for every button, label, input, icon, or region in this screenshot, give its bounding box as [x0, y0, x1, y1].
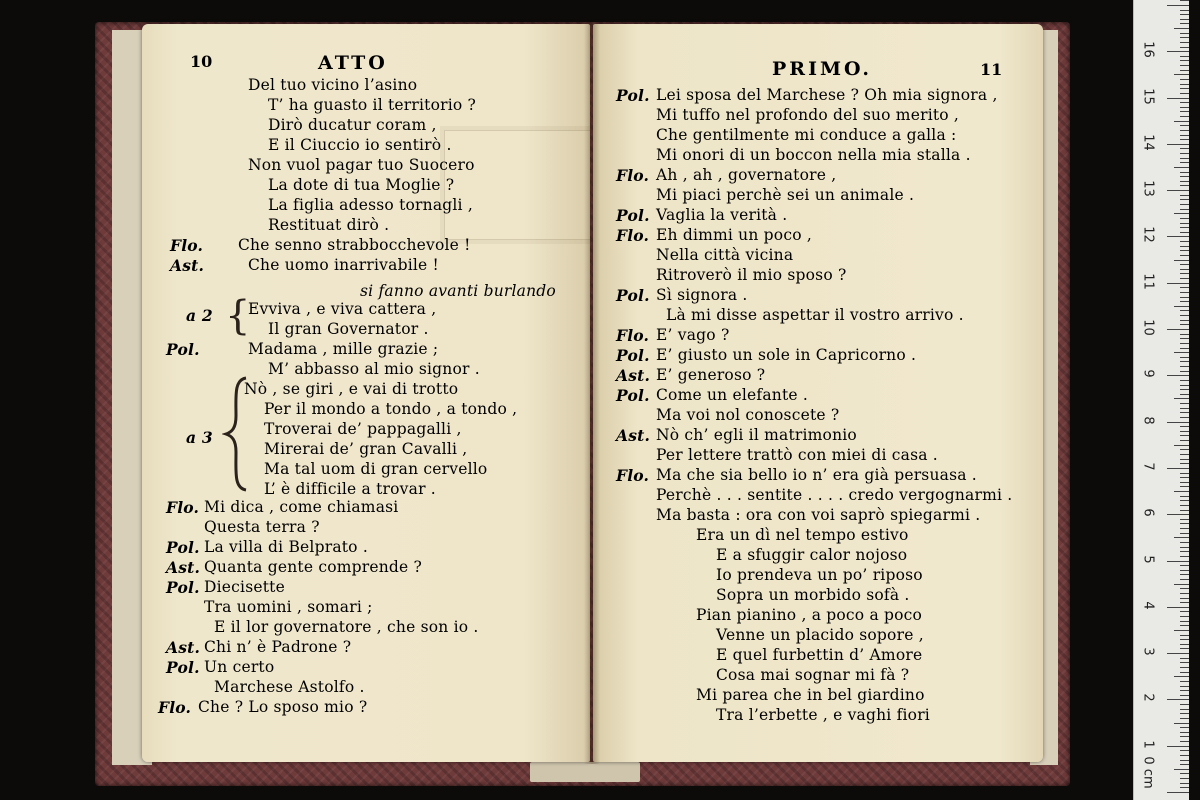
ruler-tick: [1180, 403, 1189, 404]
ruler-tick: [1180, 435, 1189, 436]
right-line-25: Io prendeva un po’ riposo: [716, 566, 923, 584]
ruler-tick: [1180, 176, 1189, 177]
ruler-tick: [1180, 366, 1189, 367]
ruler-number: 11: [1140, 272, 1156, 290]
ruler-number: 1: [1140, 740, 1156, 749]
right-line-12: Là mi disse aspettar il vostro arrivo .: [666, 306, 964, 324]
right-speaker-8: Flo.: [616, 226, 650, 245]
ruler-tick: [1180, 19, 1189, 20]
ruler-tick: [1180, 79, 1189, 80]
right-line-8: Eh dimmi un poco ,: [656, 226, 812, 244]
right-speaker-14: Pol.: [616, 346, 650, 365]
ruler-tick: [1180, 250, 1189, 251]
ruler-tick: [1180, 107, 1189, 108]
ruler-tick: [1180, 644, 1189, 645]
ruler-tick: [1180, 297, 1189, 298]
ruler-tick: [1180, 505, 1189, 506]
brace-a2: {: [225, 293, 251, 339]
right-line-1: Lei sposa del Marchese ? Oh mia signora ,: [656, 86, 998, 104]
ruler-tick: [1167, 329, 1189, 330]
ruler-tick: [1180, 269, 1189, 270]
left-speaker-12: a 2: [186, 306, 213, 325]
ruler-tick: [1180, 672, 1189, 673]
ruler-tick: [1180, 565, 1189, 566]
left-line-22: Mi dica , come chiamasi: [204, 498, 399, 516]
ruler-tick: [1180, 750, 1189, 751]
left-line-13: Il gran Governator .: [268, 320, 429, 338]
ruler-tick: [1180, 93, 1189, 94]
ruler-tick: [1180, 88, 1189, 89]
ruler-tick: [1180, 334, 1189, 335]
right-line-15: E’ generoso ?: [656, 366, 766, 384]
ruler-tick: [1180, 199, 1189, 200]
ruler-tick: [1180, 185, 1189, 186]
ruler-tick: [1180, 14, 1189, 15]
ruler-tick: [1180, 338, 1189, 339]
ruler-number: 3: [1140, 647, 1156, 656]
ruler-tick: [1180, 787, 1189, 788]
right-line-24: E a sfuggir calor nojoso: [716, 546, 908, 564]
ruler-tick: [1167, 792, 1189, 793]
left-line-3: Dirò ducatur coram ,: [268, 116, 437, 134]
right-speaker-18: Ast.: [616, 426, 651, 445]
ruler-tick: [1180, 218, 1189, 219]
ruler-tick: [1180, 209, 1189, 210]
ruler-tick: [1180, 195, 1189, 196]
ruler-tick: [1180, 773, 1189, 774]
right-line-22: Ma basta : ora con voi saprò spiegarmi .: [656, 506, 981, 524]
ruler-tick: [1167, 190, 1189, 191]
left-line-28: E il lor governatore , che son io .: [214, 618, 479, 636]
ruler-tick: [1180, 60, 1189, 61]
left-line-17: Per il mondo a tondo , a tondo ,: [264, 400, 518, 418]
ruler-tick: [1180, 570, 1189, 571]
ruler-tick: [1180, 47, 1189, 48]
ruler-tick: [1180, 667, 1189, 668]
ruler-number: 10: [1140, 319, 1156, 336]
right-line-18: Nò ch’ egli il matrimonio: [656, 426, 857, 444]
brace-a3: [222, 376, 250, 492]
left-line-29: Chi n’ è Padrone ?: [204, 638, 352, 656]
right-line-27: Pian pianino , a poco a poco: [696, 606, 923, 624]
left-line-2: T’ ha guasto il territorio ?: [268, 96, 477, 114]
left-line-14: Madama , mille grazie ;: [248, 340, 439, 358]
ruler-tick: [1180, 648, 1189, 649]
ruler-tick: [1180, 440, 1189, 441]
right-speaker-16: Pol.: [616, 386, 650, 405]
ruler-tick: [1180, 463, 1189, 464]
ruler-tick: [1174, 306, 1189, 307]
ruler-tick: [1174, 260, 1189, 261]
ruler-number: 7: [1140, 462, 1156, 471]
left-line-18: Troverai de’ pappagalli ,: [264, 420, 462, 438]
left-line-21: L’ è difficile a trovar .: [264, 480, 436, 498]
ruler-tick: [1167, 144, 1189, 145]
ruler-tick: [1180, 135, 1189, 136]
book-gutter: [584, 24, 600, 764]
left-line-5: Non vuol pagar tuo Suocero: [248, 156, 475, 174]
ruler-tick: [1180, 760, 1189, 761]
ruler-tick: [1180, 431, 1189, 432]
right-line-31: Mi parea che in bel giardino: [696, 686, 925, 704]
right-line-20: Ma che sia bello io n’ era già persuasa .: [656, 466, 977, 484]
left-speaker-26: Pol.: [166, 578, 200, 597]
ruler-tick: [1180, 324, 1189, 325]
ruler-tick: [1180, 408, 1189, 409]
ruler-tick: [1180, 204, 1189, 205]
ruler-tick: [1180, 412, 1189, 413]
ruler-tick: [1174, 676, 1189, 677]
ruler-tick: [1180, 348, 1189, 349]
ruler-number: 9: [1140, 369, 1156, 378]
left-line-27: Tra uomini , somari ;: [204, 598, 373, 616]
ruler-tick: [1180, 102, 1189, 103]
ruler-number: 5: [1140, 554, 1156, 564]
ruler-tick: [1180, 519, 1189, 520]
measuring-ruler: [1133, 0, 1189, 800]
ruler-tick: [1180, 741, 1189, 742]
ruler-tick: [1180, 315, 1189, 316]
ruler-tick: [1180, 713, 1189, 714]
left-line-20: Ma tal uom di gran cervello: [264, 460, 488, 478]
ruler-number: 2: [1140, 693, 1156, 703]
left-line-1: Del tuo vicino l’asino: [248, 76, 418, 94]
ruler-tick: [1180, 523, 1189, 524]
left-line-16: Nò , se giri , e vai di trotto: [244, 380, 459, 398]
left-line-12: Evviva , e viva cattera ,: [248, 300, 437, 318]
ruler-tick: [1180, 783, 1189, 784]
ruler-tick: [1180, 42, 1189, 43]
ruler-tick: [1174, 491, 1189, 492]
ruler-tick: [1174, 121, 1189, 122]
ruler-tick: [1180, 704, 1189, 705]
ruler-tick: [1180, 736, 1189, 737]
left-line-11: si fanno avanti burlando: [360, 282, 556, 300]
ruler-tick: [1180, 37, 1189, 38]
ruler-tick: [1180, 264, 1189, 265]
ruler-tick: [1167, 422, 1189, 423]
left-line-15: M’ abbasso al mio signor .: [268, 360, 480, 378]
ruler-tick: [1174, 28, 1189, 29]
right-page-number: 11: [980, 60, 1003, 79]
ruler-tick: [1180, 361, 1189, 362]
ruler-tick: [1180, 56, 1189, 57]
ruler-tick: [1180, 764, 1189, 765]
ruler-tick: [1167, 514, 1189, 515]
ruler-tick: [1180, 278, 1189, 279]
ruler-tick: [1180, 551, 1189, 552]
left-speaker-9: Flo.: [170, 236, 204, 255]
ruler-tick: [1180, 380, 1189, 381]
ruler-tick: [1174, 74, 1189, 75]
left-speaker-19: a 3: [186, 428, 213, 447]
right-line-28: Venne un placido sopore ,: [716, 626, 924, 644]
ruler-tick: [1167, 5, 1189, 6]
ruler-tick: [1180, 695, 1189, 696]
ruler-tick: [1180, 459, 1189, 460]
ruler-tick: [1174, 630, 1189, 631]
ruler-tick: [1180, 255, 1189, 256]
ruler-tick: [1167, 468, 1189, 469]
ruler-tick: [1180, 579, 1189, 580]
ruler-number: 13: [1140, 180, 1156, 197]
right-line-29: E quel furbettin d’ Amore: [716, 646, 923, 664]
ruler-tick: [1180, 593, 1189, 594]
ruler-tick: [1167, 283, 1189, 284]
right-line-6: Mi piaci perchè sei un animale .: [656, 186, 915, 204]
ruler-tick: [1180, 385, 1189, 386]
ruler-tick: [1180, 635, 1189, 636]
left-line-31: Marchese Astolfo .: [214, 678, 365, 696]
ruler-tick: [1180, 343, 1189, 344]
left-line-32: Che ? Lo sposo mio ?: [198, 698, 368, 716]
ruler-tick: [1180, 241, 1189, 242]
ruler-tick: [1180, 301, 1189, 302]
left-line-4: E il Ciuccio io sentirò .: [268, 136, 452, 154]
ruler-tick: [1180, 111, 1189, 112]
right-speaker-15: Ast.: [616, 366, 651, 385]
ruler-tick: [1180, 227, 1189, 228]
ruler-tick: [1180, 574, 1189, 575]
ruler-tick: [1180, 371, 1189, 372]
ruler-tick: [1167, 607, 1189, 608]
left-line-25: Quanta gente comprende ?: [204, 558, 423, 576]
ruler-tick: [1180, 639, 1189, 640]
ruler-tick: [1180, 10, 1189, 11]
ruler-tick: [1180, 755, 1189, 756]
left-line-7: La figlia adesso tornagli ,: [268, 196, 473, 214]
left-speaker-14: Pol.: [166, 340, 200, 359]
ruler-tick: [1180, 547, 1189, 548]
ruler-tick: [1180, 496, 1189, 497]
ruler-tick: [1180, 0, 1189, 1]
left-speaker-10: Ast.: [170, 256, 205, 275]
spine-band: [530, 762, 640, 782]
ruler-tick: [1167, 746, 1189, 747]
ruler-tick: [1180, 500, 1189, 501]
left-speaker-30: Pol.: [166, 658, 200, 677]
ruler-number: 0 cm: [1140, 756, 1156, 789]
ruler-tick: [1174, 723, 1189, 724]
ruler-tick: [1167, 375, 1189, 376]
ruler-number: 4: [1140, 601, 1156, 610]
ruler-tick: [1167, 236, 1189, 237]
right-line-4: Mi onori di un boccon nella mia stalla .: [656, 146, 971, 164]
ruler-tick: [1180, 778, 1189, 779]
ruler-tick: [1180, 292, 1189, 293]
ruler-tick: [1180, 473, 1189, 474]
ruler-tick: [1180, 232, 1189, 233]
right-line-9: Nella città vicina: [656, 246, 794, 264]
left-line-6: La dote di tua Moglie ?: [268, 176, 455, 194]
ruler-number: 16: [1140, 41, 1156, 58]
right-line-5: Ah , ah , governatore ,: [656, 166, 837, 184]
right-speaker-5: Flo.: [616, 166, 650, 185]
ruler-number: 12: [1140, 226, 1156, 244]
ruler-tick: [1180, 153, 1189, 154]
right-line-21: Perchè . . . sentite . . . . credo vergognarmi .: [656, 486, 1013, 504]
right-line-3: Che gentilmente mi conduce a galla :: [656, 126, 957, 144]
ruler-tick: [1180, 542, 1189, 543]
ruler-tick: [1180, 662, 1189, 663]
right-speaker-7: Pol.: [616, 206, 650, 225]
ruler-tick: [1167, 98, 1189, 99]
ruler-tick: [1167, 51, 1189, 52]
right-line-19: Per lettere trattò con miei di casa .: [656, 446, 938, 464]
ruler-tick: [1180, 417, 1189, 418]
right-line-16: Come un elefante .: [656, 386, 809, 404]
right-line-2: Mi tuffo nel profondo del suo merito ,: [656, 106, 960, 124]
right-line-30: Cosa mai sognar mi fà ?: [716, 666, 910, 684]
ruler-tick: [1180, 621, 1189, 622]
ruler-tick: [1180, 625, 1189, 626]
ruler-tick: [1167, 699, 1189, 700]
ruler-tick: [1180, 598, 1189, 599]
ruler-tick: [1180, 709, 1189, 710]
ruler-tick: [1180, 686, 1189, 687]
left-line-8: Restituat dirò .: [268, 216, 390, 234]
ruler-number: 14: [1140, 134, 1156, 151]
ruler-tick: [1180, 454, 1189, 455]
left-speaker-24: Pol.: [166, 538, 200, 557]
ruler-tick: [1180, 23, 1189, 24]
ruler-tick: [1180, 658, 1189, 659]
ruler-tick: [1174, 167, 1189, 168]
right-line-10: Ritroverò il mio sposo ?: [656, 266, 847, 284]
ruler-tick: [1180, 246, 1189, 247]
ruler-tick: [1180, 556, 1189, 557]
ruler-tick: [1180, 486, 1189, 487]
ruler-tick: [1180, 158, 1189, 159]
ruler-tick: [1180, 602, 1189, 603]
ruler-tick: [1180, 357, 1189, 358]
ruler-tick: [1180, 510, 1189, 511]
right-line-26: Sopra un morbido sofà .: [716, 586, 910, 604]
left-speaker-29: Ast.: [166, 638, 201, 657]
ruler-tick: [1180, 310, 1189, 311]
ruler-tick: [1180, 139, 1189, 140]
ruler-tick: [1180, 449, 1189, 450]
ruler-tick: [1174, 537, 1189, 538]
ruler-tick: [1174, 445, 1189, 446]
ruler-number: 15: [1140, 87, 1156, 105]
ruler-tick: [1167, 653, 1189, 654]
ruler-tick: [1174, 584, 1189, 585]
left-line-26: Diecisette: [204, 578, 285, 596]
ruler-tick: [1180, 482, 1189, 483]
left-running-head: ATTO: [318, 52, 388, 74]
ruler-tick: [1180, 65, 1189, 66]
left-line-10: Che uomo inarrivabile !: [248, 256, 439, 274]
ruler-tick: [1180, 320, 1189, 321]
left-speaker-32: Flo.: [158, 698, 192, 717]
right-line-32: Tra l’erbette , e vaghi fiori: [716, 706, 930, 724]
ruler-number: 8: [1140, 415, 1156, 425]
ruler-tick: [1180, 426, 1189, 427]
ruler-tick: [1174, 398, 1189, 399]
ruler-tick: [1180, 394, 1189, 395]
right-running-head: PRIMO.: [772, 58, 873, 80]
ruler-tick: [1180, 732, 1189, 733]
right-speaker-1: Pol.: [616, 86, 650, 105]
ruler-tick: [1180, 162, 1189, 163]
left-line-24: La villa di Belprato .: [204, 538, 368, 556]
ruler-tick: [1174, 769, 1189, 770]
ruler-tick: [1180, 681, 1189, 682]
ruler-tick: [1180, 611, 1189, 612]
ruler-tick: [1180, 533, 1189, 534]
left-line-23: Questa terra ?: [204, 518, 320, 536]
left-line-19: Mirerai de’ gran Cavalli ,: [264, 440, 468, 458]
right-line-7: Vaglia la verità .: [656, 206, 788, 224]
ruler-tick: [1180, 70, 1189, 71]
ruler-tick: [1180, 718, 1189, 719]
ruler-tick: [1180, 33, 1189, 34]
ruler-tick: [1180, 125, 1189, 126]
left-line-9: Che senno strabbocchevole !: [238, 236, 471, 254]
right-line-23: Era un dì nel tempo estivo: [696, 526, 909, 544]
ruler-tick: [1180, 616, 1189, 617]
left-speaker-25: Ast.: [166, 558, 201, 577]
right-line-13: E’ vago ?: [656, 326, 730, 344]
ruler-tick: [1174, 352, 1189, 353]
ruler-tick: [1180, 287, 1189, 288]
ruler-tick: [1180, 148, 1189, 149]
left-page-number: 10: [190, 52, 213, 71]
ruler-tick: [1167, 561, 1189, 562]
ruler-tick: [1180, 130, 1189, 131]
ruler-number: 6: [1140, 508, 1156, 517]
right-speaker-13: Flo.: [616, 326, 650, 345]
right-line-11: Sì signora .: [656, 286, 748, 304]
right-speaker-11: Pol.: [616, 286, 650, 305]
ruler-tick: [1180, 84, 1189, 85]
ruler-tick: [1180, 690, 1189, 691]
right-speaker-20: Flo.: [616, 466, 650, 485]
left-line-30: Un certo: [204, 658, 275, 676]
ruler-tick: [1180, 273, 1189, 274]
ruler-tick: [1180, 727, 1189, 728]
right-line-17: Ma voi nol conoscete ?: [656, 406, 840, 424]
ruler-tick: [1174, 213, 1189, 214]
ruler-tick: [1180, 528, 1189, 529]
ruler-tick: [1180, 181, 1189, 182]
ruler-tick: [1180, 588, 1189, 589]
ruler-tick: [1180, 223, 1189, 224]
ruler-tick: [1180, 172, 1189, 173]
ruler-tick: [1180, 116, 1189, 117]
ruler-tick: [1180, 389, 1189, 390]
left-speaker-22: Flo.: [166, 498, 200, 517]
ruler-tick: [1180, 477, 1189, 478]
right-line-14: E’ giusto un sole in Capricorno .: [656, 346, 917, 364]
